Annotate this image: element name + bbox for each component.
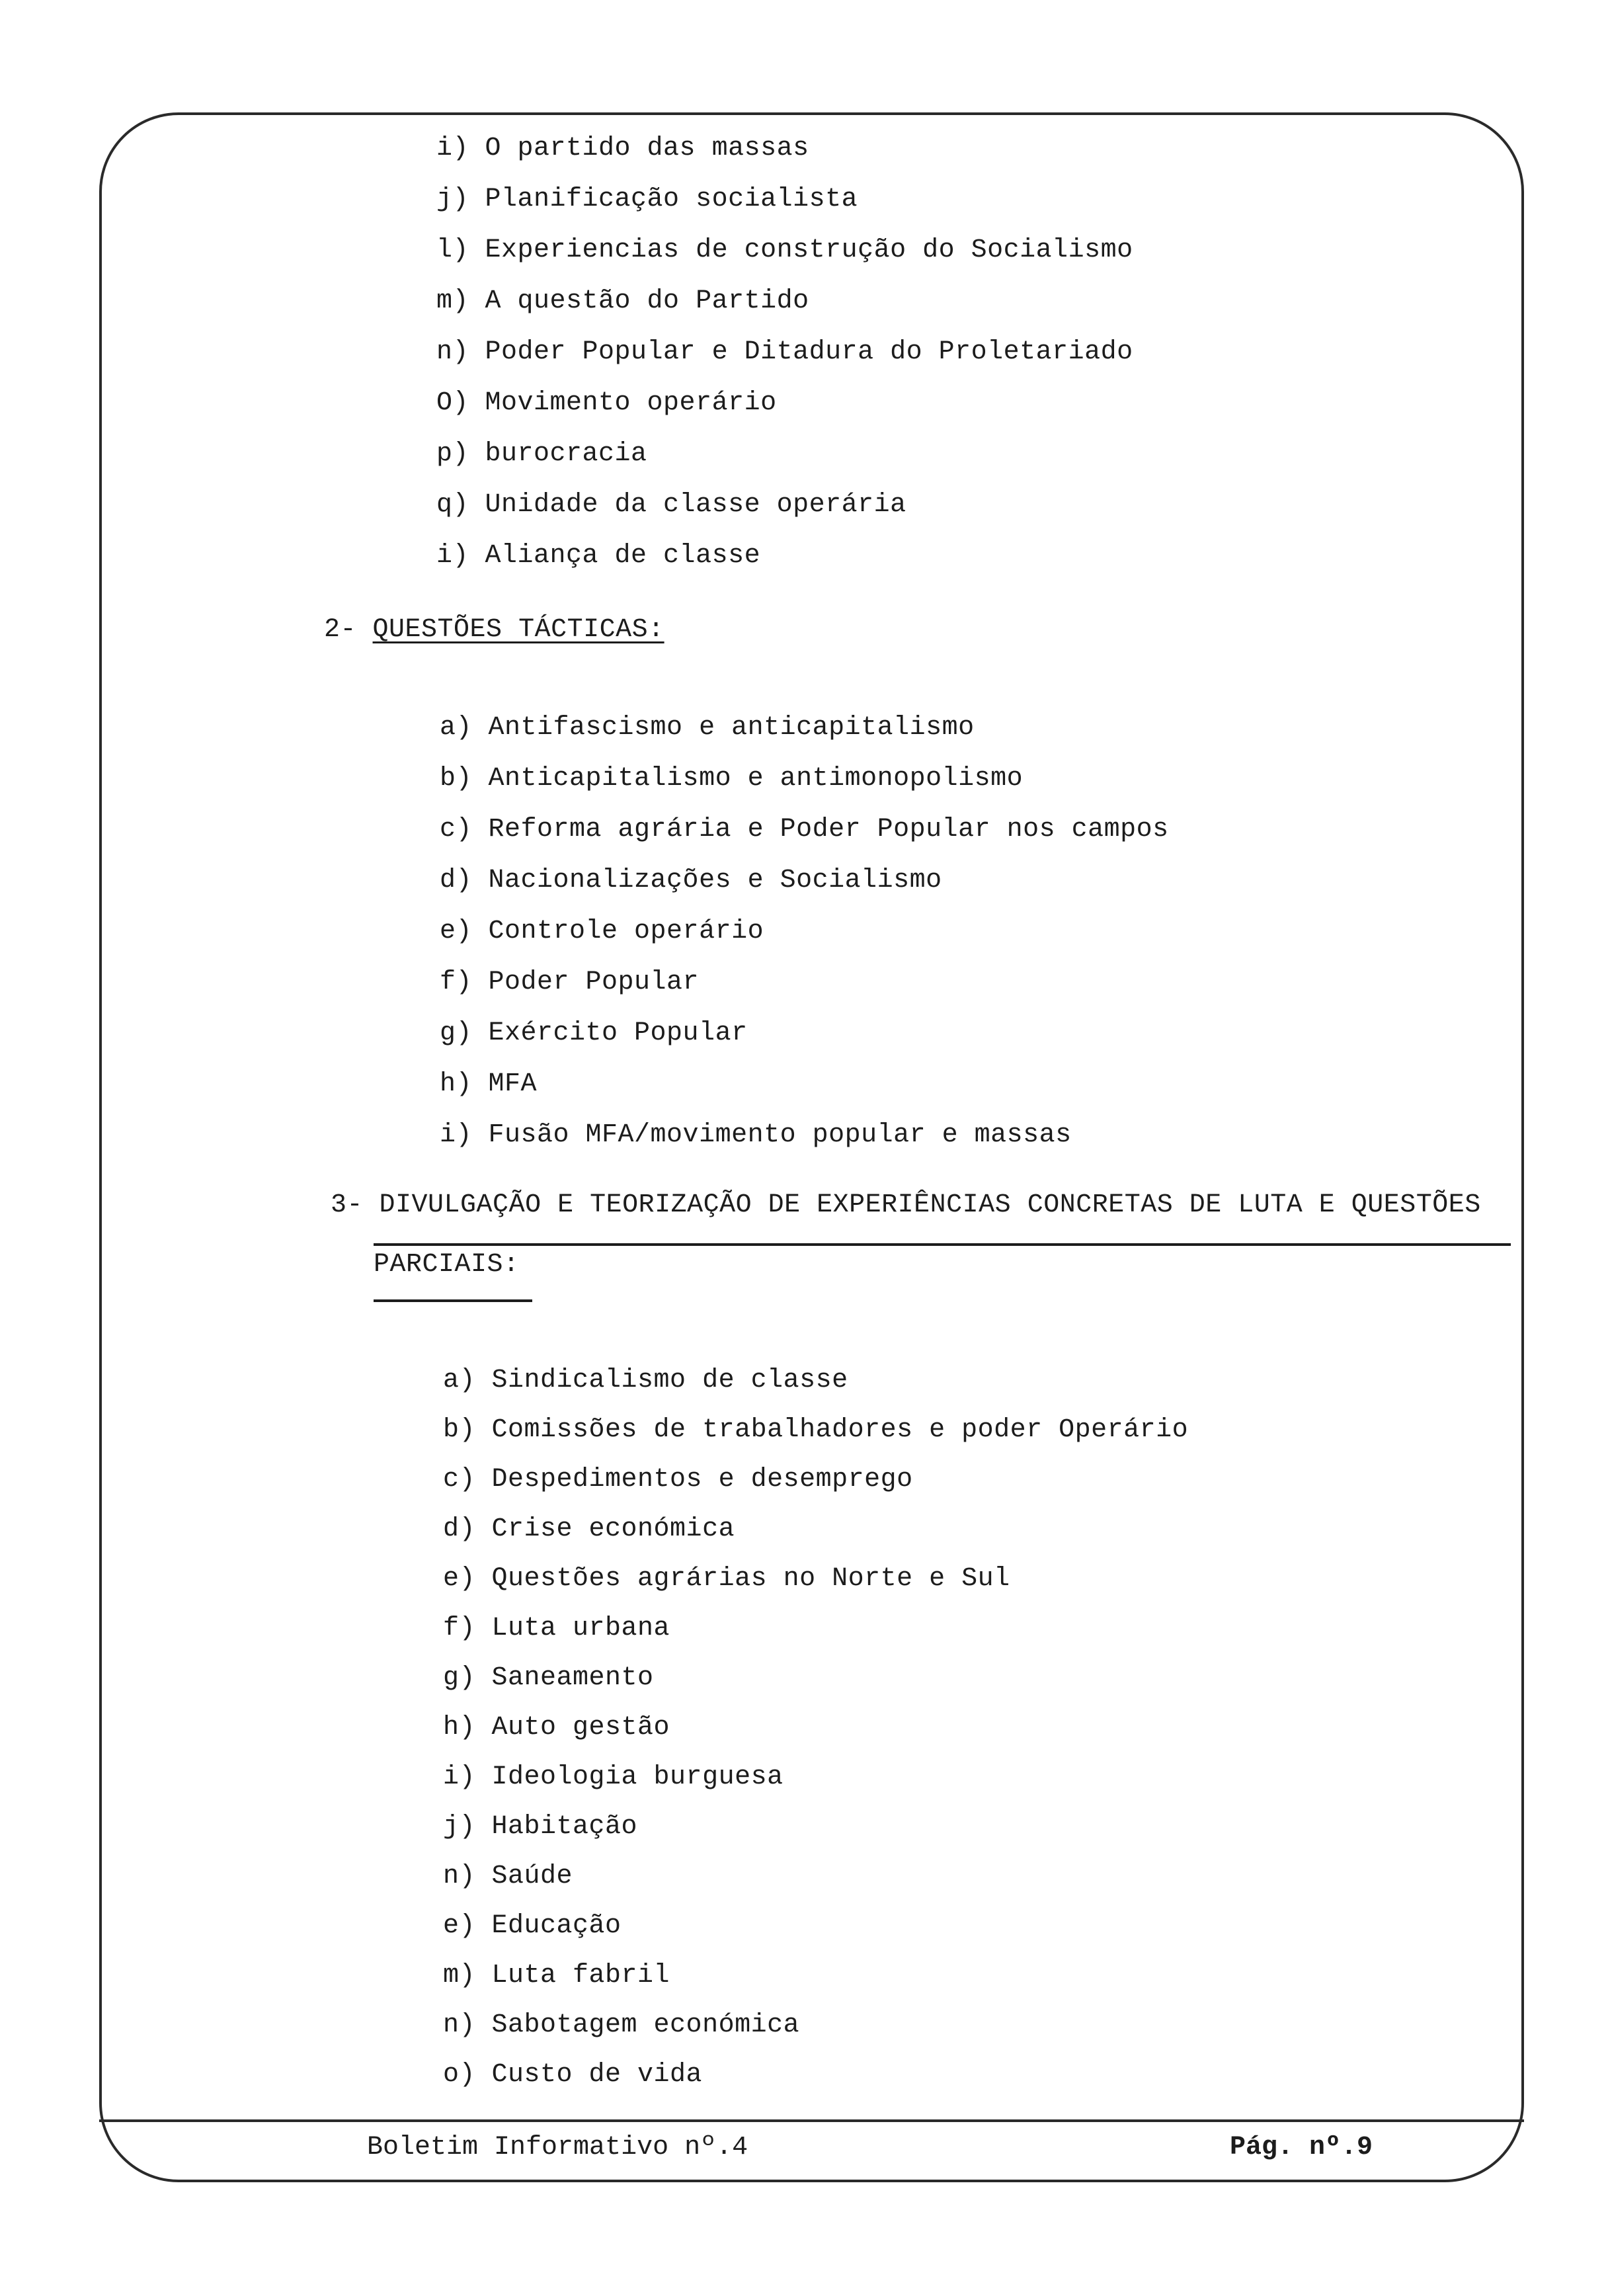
list-item: g) Saneamento bbox=[443, 1663, 654, 1693]
list-item: a) Sindicalismo de classe bbox=[443, 1366, 848, 1395]
list-item: m) Luta fabril bbox=[443, 1961, 670, 1990]
list-item: i) O partido das massas bbox=[436, 134, 809, 163]
list-item: q) Unidade da classe operária bbox=[436, 490, 906, 520]
list-item: i) Fusão MFA/movimento popular e massas bbox=[440, 1120, 1072, 1150]
list-item: b) Comissões de trabalhadores e poder Operário bbox=[443, 1415, 1189, 1445]
list-item: e) Educação bbox=[443, 1911, 622, 1941]
section-2-list bbox=[440, 702, 1169, 1161]
list-item: m) A questão do Partido bbox=[436, 286, 809, 316]
list-item: d) Nacionalizações e Socialismo bbox=[440, 866, 942, 895]
footer-divider bbox=[99, 2119, 1524, 2122]
list-item: b) Anticapitalismo e antimonopolismo bbox=[440, 764, 1024, 794]
list-item: i) Aliança de classe bbox=[436, 541, 761, 571]
list-item: c) Despedimentos e desemprego bbox=[443, 1465, 913, 1495]
list-item: l) Experiencias de construção do Socialismo bbox=[436, 235, 1133, 265]
section-3-heading-cont: PARCIAIS: bbox=[374, 1250, 520, 1280]
list-item: f) Poder Popular bbox=[440, 967, 700, 997]
section-2-title: QUESTÕES TÁCTICAS: bbox=[372, 615, 664, 645]
list-item: h) MFA bbox=[440, 1069, 538, 1099]
footer-publication-title: Boletim Informativo nº.4 bbox=[367, 2133, 748, 2162]
section-3-title-line1: DIVULGAÇÃO E TEORIZAÇÃO DE EXPERIÊNCIAS CONCRETAS DE LUTA E QUESTÕES bbox=[379, 1190, 1481, 1220]
list-item: n) Saúde bbox=[443, 1862, 573, 1891]
list-item: d) Crise económica bbox=[443, 1514, 735, 1544]
list-item: j) Habitação bbox=[443, 1812, 638, 1842]
list-item: n) Sabotagem económica bbox=[443, 2010, 800, 2040]
list-item: j) Planificação socialista bbox=[436, 184, 858, 214]
section-3-number: 3- bbox=[331, 1190, 364, 1220]
list-item: i) Ideologia burguesa bbox=[443, 1762, 784, 1792]
list-item: g) Exército Popular bbox=[440, 1018, 748, 1048]
top-list bbox=[436, 123, 1133, 581]
list-item: e) Controle operário bbox=[440, 917, 764, 946]
section-3-title-rule-short bbox=[374, 1299, 532, 1302]
list-item: c) Reforma agrária e Poder Popular nos campos bbox=[440, 815, 1169, 844]
section-2-heading bbox=[324, 615, 664, 645]
list-item: h) Auto gestão bbox=[443, 1713, 670, 1742]
list-item: O) Movimento operário bbox=[436, 388, 777, 418]
section-3-title-rule bbox=[374, 1243, 1511, 1246]
list-item: p) burocracia bbox=[436, 439, 647, 469]
list-item: e) Questões agrárias no Norte e Sul bbox=[443, 1564, 1010, 1594]
list-item: n) Poder Popular e Ditadura do Proletariado bbox=[436, 337, 1133, 367]
list-item: f) Luta urbana bbox=[443, 1614, 670, 1643]
section-2-number: 2- bbox=[324, 615, 357, 645]
footer-page-number: Pág. nº.9 bbox=[1230, 2133, 1373, 2162]
list-item: a) Antifascismo e anticapitalismo bbox=[440, 713, 975, 743]
section-3-heading bbox=[331, 1190, 1481, 1220]
list-item: o) Custo de vida bbox=[443, 2060, 703, 2090]
section-3-list bbox=[443, 1356, 1188, 2100]
